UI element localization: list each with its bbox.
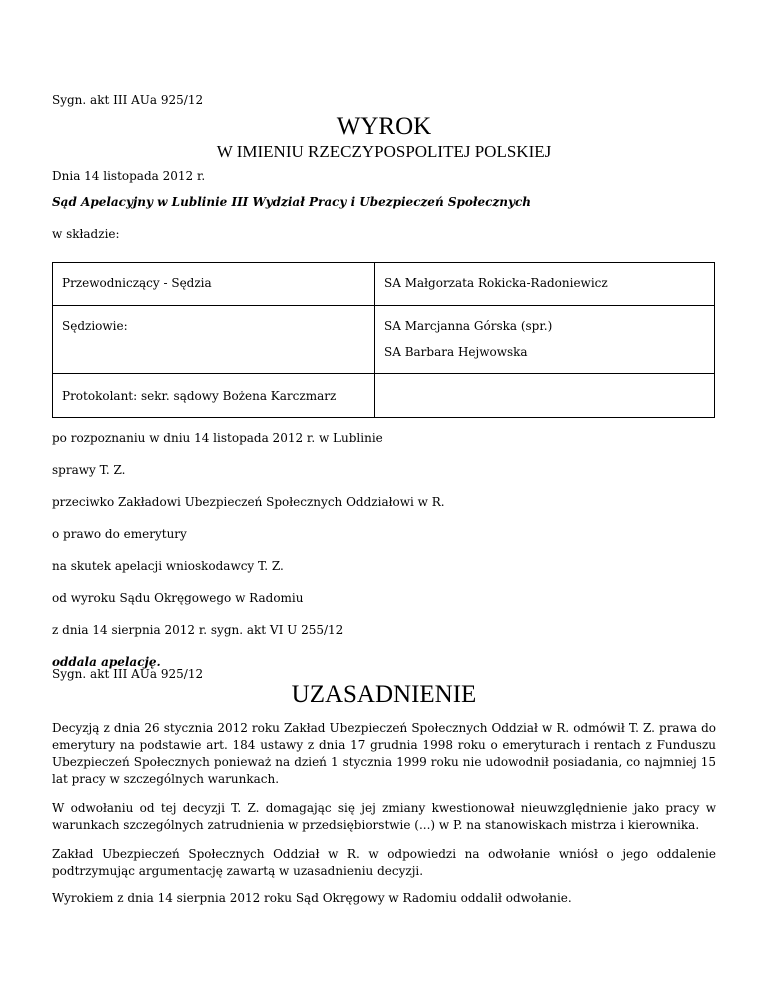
- proceedings-line: od wyroku Sądu Okręgowego w Radomiu: [52, 591, 304, 605]
- justification-paragraph: Wyrokiem z dnia 14 sierpnia 2012 roku Sąd Okręgowy w Radomiu oddalił odwołanie.: [52, 891, 572, 905]
- table-cell: [53, 263, 375, 306]
- verdict-outcome: oddala apelację.: [52, 655, 161, 669]
- judge-name: SA Marcjanna Górska (spr.): [384, 319, 553, 333]
- justification-paragraph: Decyzją z dnia 26 stycznia 2012 roku Zakład Ubezpieczeń Społecznych Oddział w R. odmówił T. Z. prawa do emerytury na podstawie art. 184 ustawy z dnia 17 grudnia 1998 roku o emeryturach i rentach z Funduszu Ubezpieczeń Społecznych ponieważ na dzień 1 stycznia 1999 roku nie udowodnił posiadania, co najmniej 15 lat pracy w szczególnych warunkach.: [52, 721, 716, 786]
- case-signature-top: Sygn. akt III AUa 925/12: [52, 93, 204, 107]
- presiding-label: Przewodniczący - Sędzia: [62, 276, 212, 290]
- table-cell-empty: [375, 374, 715, 418]
- judges-label: Sędziowie:: [62, 319, 128, 333]
- proceedings-line: z dnia 14 sierpnia 2012 r. sygn. akt VI U 255/12: [52, 623, 344, 637]
- table-row: [53, 374, 715, 418]
- proceedings-line: po rozpoznaniu w dniu 14 listopada 2012 r. w Lublinie: [52, 431, 383, 445]
- table-cell: [375, 263, 715, 306]
- justification-signature: Sygn. akt III AUa 925/12: [52, 667, 204, 681]
- justification-paragraph: Zakład Ubezpieczeń Społecznych Oddział w R. w odpowiedzi na odwołanie wniósł o jego oddalenie podtrzymując argumentację zawartą w uzasadnieniu decyzji.: [52, 847, 716, 878]
- verdict-subtitle: W IMIENIU RZECZYPOSPOLITEJ POLSKIEJ: [216, 142, 552, 161]
- justification-title: UZASADNIENIE: [291, 681, 477, 708]
- court-name: Sąd Apelacyjny w Lublinie III Wydział Pracy i Ubezpieczeń Społecznych: [52, 195, 532, 209]
- table-cell: [375, 306, 715, 374]
- table-cell: [53, 306, 375, 374]
- panel-composition-table: [52, 262, 715, 418]
- proceedings-line: na skutek apelacji wnioskodawcy T. Z.: [52, 559, 284, 573]
- verdict-date: Dnia 14 listopada 2012 r.: [52, 169, 206, 183]
- clerk: Protokolant: sekr. sądowy Bożena Karczmarz: [62, 389, 337, 403]
- proceedings-line: o prawo do emerytury: [52, 527, 187, 541]
- table-row: [53, 263, 715, 306]
- verdict-title: WYROK: [336, 113, 432, 140]
- table-cell: [53, 374, 375, 418]
- justification-paragraph: W odwołaniu od tej decyzji T. Z. domagając się jej zmiany kwestionował nieuwzględnienie jako pracy w warunkach szczególnych zatrudnienia w przedsiębiorstwie (...) w P. na stanowiskach mistrza i kierownika.: [52, 801, 716, 832]
- proceedings-line: przeciwko Zakładowi Ubezpieczeń Społecznych Oddziałowi w R.: [52, 495, 445, 509]
- proceedings-line: sprawy T. Z.: [52, 463, 126, 477]
- table-row: [53, 306, 715, 374]
- judge-name: SA Barbara Hejwowska: [384, 345, 528, 359]
- presiding-name: SA Małgorzata Rokicka-Radoniewicz: [384, 276, 608, 290]
- composition-label: w składzie:: [52, 227, 120, 241]
